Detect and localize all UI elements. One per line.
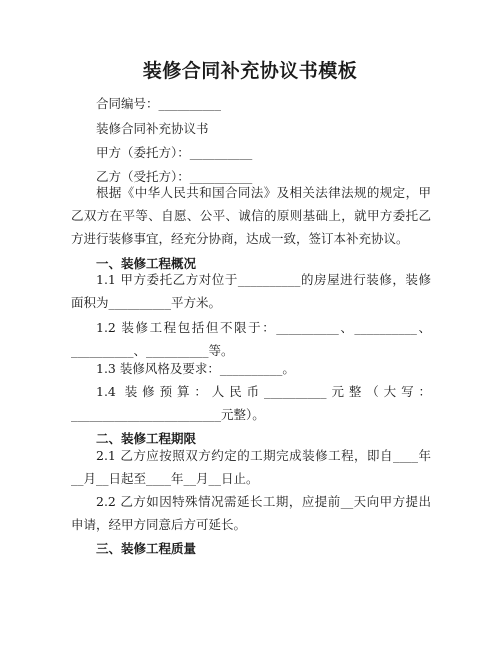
clause-1-4: 1.4 装修预算：人民币__________元整（大写：________________________元整）。 — [71, 384, 431, 422]
document-title: 装修合同补充协议书模板 — [142, 60, 358, 82]
intro-paragraph: 根据《中华人民共和国合同法》及相关法律法规的规定，甲乙双方在平等、自愿、公平、诚信的原则基础上，就甲方委托乙方进行装修事宜，经充分协商，达成一致，签订本补充协议。 — [71, 185, 431, 246]
clause-2-2: 2.2 乙方如因特殊情况需延长工期，应提前__天向甲方提出申请，经甲方同意后方可延长。 — [71, 494, 431, 532]
party-a-field: 甲方（委托方）：__________ — [96, 145, 253, 160]
section-3-heading: 三、装修工程质量 — [96, 541, 197, 556]
section-2-heading: 二、装修工程期限 — [96, 431, 197, 446]
document-name: 装修合同补充协议书 — [96, 121, 209, 136]
contract-number-field: 合同编号：__________ — [96, 96, 222, 111]
section-1-heading: 一、装修工程概况 — [96, 256, 197, 271]
clause-2-1: 2.1 乙方应按照双方约定的工期完成装修工程，即自____年__月__日起至____年__月__日止。 — [71, 448, 431, 486]
party-b-field: 乙方（受托方）：__________ — [96, 169, 253, 184]
clause-1-3: 1.3 装修风格及要求：__________。 — [96, 361, 295, 376]
clause-1-1: 1.1 甲方委托乙方对位于__________的房屋进行装修，装修面积为__________平方米。 — [71, 272, 431, 310]
clause-1-2: 1.2 装修工程包括但不限于：__________、__________、__________、__________等。 — [71, 320, 431, 358]
